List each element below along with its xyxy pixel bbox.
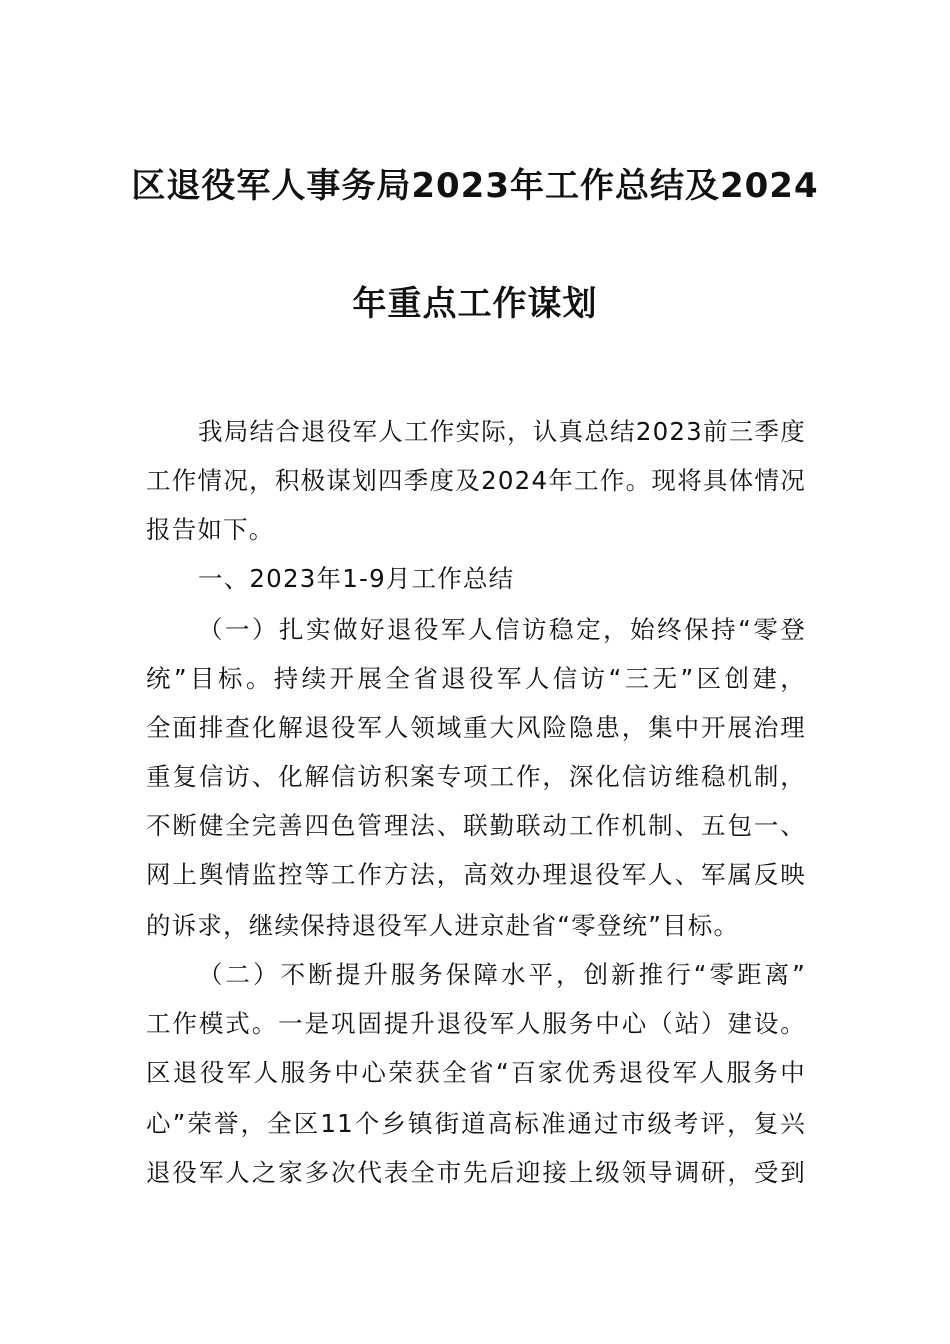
body-line-12: （二）不断提升服务保障水平，创新推行“零距离”: [198, 960, 806, 989]
body-line-14: 区退役军人服务中心荣获全省“百家优秀退役军人服务中: [146, 1058, 806, 1087]
document-title-line-2: 年重点工作谋划: [352, 284, 598, 324]
section-heading-1: 一、2023年1-9月工作总结: [198, 564, 515, 593]
body-line-1: 我局结合退役军人工作实际，认真总结2023前三季度: [198, 417, 806, 446]
body-line-5: （一）扎实做好退役军人信访稳定，始终保持“零登: [198, 615, 806, 644]
document-title-line-1: 区退役军人事务局2023年工作总结及2024: [131, 166, 819, 206]
body-line-15: 心”荣誉，全区11个乡镇街道高标准通过市级考评，复兴: [146, 1109, 806, 1138]
body-line-3: 报告如下。: [146, 515, 275, 544]
body-line-8: 重复信访、化解信访积案专项工作，深化信访维稳机制，: [146, 762, 806, 791]
body-line-11: 的诉求，继续保持退役军人进京赴省“零登统”目标。: [146, 911, 740, 940]
body-line-10: 网上舆情监控等工作方法，高效办理退役军人、军属反映: [146, 860, 806, 889]
body-line-6: 统”目标。持续开展全省退役军人信访“三无”区创建，: [146, 664, 806, 693]
body-line-2: 工作情况，积极谋划四季度及2024年工作。现将具体情况: [146, 466, 806, 495]
body-line-9: 不断健全完善四色管理法、联勤联动工作机制、五包一、: [146, 811, 806, 840]
body-line-13: 工作模式。一是巩固提升退役军人服务中心（站）建设。: [146, 1009, 806, 1038]
body-line-16: 退役军人之家多次代表全市先后迎接上级领导调研，受到: [146, 1158, 806, 1187]
body-line-7: 全面排查化解退役军人领域重大风险隐患，集中开展治理: [146, 713, 806, 742]
